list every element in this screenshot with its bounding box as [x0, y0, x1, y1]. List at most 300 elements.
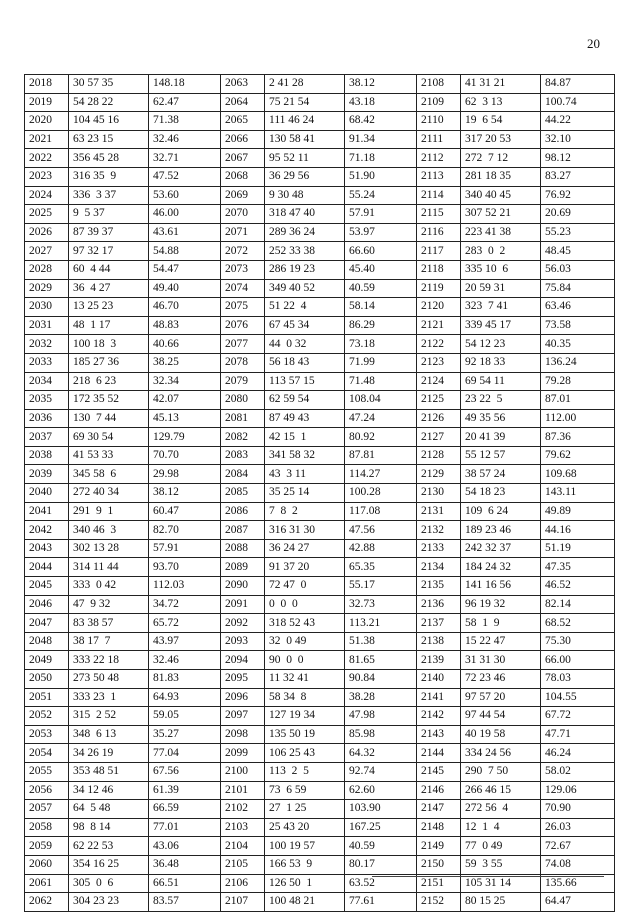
- distance-cell: 63.52: [345, 874, 417, 893]
- distance-cell: 63.46: [541, 298, 615, 317]
- distance-cell: 32.46: [149, 130, 221, 149]
- distance-cell: 112.03: [149, 577, 221, 596]
- distance-cell: 36.48: [149, 855, 221, 874]
- point-number-cell: 2054: [25, 744, 69, 763]
- table-row: [25, 316, 615, 335]
- direction-angle-cell: 92 18 33: [461, 353, 541, 372]
- distance-cell: 48.45: [541, 242, 615, 261]
- distance-cell: 71.48: [345, 372, 417, 391]
- distance-cell: 80.92: [345, 428, 417, 447]
- distance-cell: 87.81: [345, 446, 417, 465]
- point-number-cell: 2035: [25, 391, 69, 410]
- point-number-cell: 2027: [25, 242, 69, 261]
- direction-angle-cell: 56 18 43: [265, 353, 345, 372]
- direction-angle-cell: 49 35 56: [461, 409, 541, 428]
- distance-cell: 55.23: [541, 223, 615, 242]
- point-number-cell: 2125: [417, 391, 461, 410]
- table-row: [25, 837, 615, 856]
- point-number-cell: 2051: [25, 688, 69, 707]
- direction-angle-cell: 55 12 57: [461, 446, 541, 465]
- direction-angle-cell: 272 40 34: [69, 484, 149, 503]
- point-number-cell: 2094: [221, 651, 265, 670]
- distance-cell: 71.99: [345, 353, 417, 372]
- distance-cell: 43.97: [149, 632, 221, 651]
- distance-cell: 73.18: [345, 335, 417, 354]
- direction-angle-cell: 7 8 2: [265, 502, 345, 521]
- point-number-cell: 2020: [25, 112, 69, 131]
- distance-cell: 77.01: [149, 818, 221, 837]
- distance-cell: 79.28: [541, 372, 615, 391]
- direction-angle-cell: 166 53 9: [265, 855, 345, 874]
- direction-angle-cell: 90 0 0: [265, 651, 345, 670]
- direction-angle-cell: 35 25 14: [265, 484, 345, 503]
- distance-cell: 103.90: [345, 800, 417, 819]
- point-number-cell: 2122: [417, 335, 461, 354]
- point-number-cell: 2019: [25, 93, 69, 112]
- table-row: [25, 205, 615, 224]
- distance-cell: 47.71: [541, 725, 615, 744]
- point-number-cell: 2136: [417, 595, 461, 614]
- direction-angle-cell: 100 48 21: [265, 893, 345, 912]
- direction-angle-cell: 172 35 52: [69, 391, 149, 410]
- point-number-cell: 2129: [417, 465, 461, 484]
- distance-cell: 112.00: [541, 409, 615, 428]
- distance-cell: 60.47: [149, 502, 221, 521]
- table-row: [25, 707, 615, 726]
- distance-cell: 66.59: [149, 800, 221, 819]
- point-number-cell: 2049: [25, 651, 69, 670]
- point-number-cell: 2112: [417, 149, 461, 168]
- direction-angle-cell: 109 6 24: [461, 502, 541, 521]
- direction-angle-cell: 318 52 43: [265, 614, 345, 633]
- point-number-cell: 2126: [417, 409, 461, 428]
- direction-angle-cell: 75 21 54: [265, 93, 345, 112]
- direction-angle-cell: 2 41 28: [265, 75, 345, 94]
- table-row: [25, 149, 615, 168]
- distance-cell: 91.34: [345, 130, 417, 149]
- point-number-cell: 2133: [417, 539, 461, 558]
- point-number-cell: 2021: [25, 130, 69, 149]
- point-number-cell: 2030: [25, 298, 69, 317]
- table-row: [25, 335, 615, 354]
- point-number-cell: 2097: [221, 707, 265, 726]
- point-number-cell: 2089: [221, 558, 265, 577]
- distance-cell: 109.68: [541, 465, 615, 484]
- point-number-cell: 2148: [417, 818, 461, 837]
- table-row: [25, 75, 615, 94]
- point-number-cell: 2143: [417, 725, 461, 744]
- direction-angle-cell: 223 41 38: [461, 223, 541, 242]
- distance-cell: 108.04: [345, 391, 417, 410]
- table-row: [25, 762, 615, 781]
- point-number-cell: 2052: [25, 707, 69, 726]
- point-number-cell: 2044: [25, 558, 69, 577]
- direction-angle-cell: 62 59 54: [265, 391, 345, 410]
- table-row: [25, 353, 615, 372]
- distance-cell: 143.11: [541, 484, 615, 503]
- table-row: [25, 446, 615, 465]
- distance-cell: 20.69: [541, 205, 615, 224]
- distance-cell: 34.72: [149, 595, 221, 614]
- distance-cell: 92.74: [345, 762, 417, 781]
- point-number-cell: 2031: [25, 316, 69, 335]
- distance-cell: 40.66: [149, 335, 221, 354]
- distance-cell: 73.58: [541, 316, 615, 335]
- distance-cell: 40.59: [345, 837, 417, 856]
- point-number-cell: 2050: [25, 670, 69, 689]
- direction-angle-cell: 283 0 2: [461, 242, 541, 261]
- direction-angle-cell: 291 9 1: [69, 502, 149, 521]
- point-number-cell: 2100: [221, 762, 265, 781]
- distance-cell: 51.19: [541, 539, 615, 558]
- table-row: [25, 130, 615, 149]
- distance-cell: 56.03: [541, 260, 615, 279]
- direction-angle-cell: 30 57 35: [69, 75, 149, 94]
- table-body: [25, 75, 615, 912]
- direction-angle-cell: 111 46 24: [265, 112, 345, 131]
- direction-angle-cell: 305 0 6: [69, 874, 149, 893]
- point-number-cell: 2057: [25, 800, 69, 819]
- point-number-cell: 2102: [221, 800, 265, 819]
- point-number-cell: 2107: [221, 893, 265, 912]
- distance-cell: 74.08: [541, 855, 615, 874]
- point-number-cell: 2140: [417, 670, 461, 689]
- direction-angle-cell: 60 4 44: [69, 260, 149, 279]
- direction-angle-cell: 130 58 41: [265, 130, 345, 149]
- point-number-cell: 2127: [417, 428, 461, 447]
- table-row: [25, 93, 615, 112]
- distance-cell: 46.24: [541, 744, 615, 763]
- distance-cell: 75.84: [541, 279, 615, 298]
- direction-angle-cell: 54 28 22: [69, 93, 149, 112]
- distance-cell: 72.67: [541, 837, 615, 856]
- point-number-cell: 2074: [221, 279, 265, 298]
- point-number-cell: 2023: [25, 167, 69, 186]
- direction-angle-cell: 353 48 51: [69, 762, 149, 781]
- table-row: [25, 186, 615, 205]
- distance-cell: 38.25: [149, 353, 221, 372]
- direction-angle-cell: 20 41 39: [461, 428, 541, 447]
- point-number-cell: 2147: [417, 800, 461, 819]
- distance-cell: 87.01: [541, 391, 615, 410]
- distance-cell: 129.79: [149, 428, 221, 447]
- distance-cell: 67.72: [541, 707, 615, 726]
- direction-angle-cell: 95 52 11: [265, 149, 345, 168]
- direction-angle-cell: 72 47 0: [265, 577, 345, 596]
- point-number-cell: 2043: [25, 539, 69, 558]
- point-number-cell: 2120: [417, 298, 461, 317]
- point-number-cell: 2032: [25, 335, 69, 354]
- table-row: [25, 614, 615, 633]
- distance-cell: 135.66: [541, 874, 615, 893]
- point-number-cell: 2117: [417, 242, 461, 261]
- point-number-cell: 2130: [417, 484, 461, 503]
- point-number-cell: 2151: [417, 874, 461, 893]
- point-number-cell: 2116: [417, 223, 461, 242]
- distance-cell: 42.88: [345, 539, 417, 558]
- table-row: [25, 521, 615, 540]
- direction-angle-cell: 289 36 24: [265, 223, 345, 242]
- distance-cell: 49.89: [541, 502, 615, 521]
- distance-cell: 38.12: [149, 484, 221, 503]
- point-number-cell: 2110: [417, 112, 461, 131]
- table-row: [25, 818, 615, 837]
- point-number-cell: 2093: [221, 632, 265, 651]
- point-number-cell: 2065: [221, 112, 265, 131]
- distance-cell: 68.52: [541, 614, 615, 633]
- direction-angle-cell: 340 40 45: [461, 186, 541, 205]
- direction-angle-cell: 34 26 19: [69, 744, 149, 763]
- direction-angle-cell: 339 45 17: [461, 316, 541, 335]
- point-number-cell: 2114: [417, 186, 461, 205]
- direction-angle-cell: 334 24 56: [461, 744, 541, 763]
- direction-angle-cell: 335 10 6: [461, 260, 541, 279]
- point-number-cell: 2150: [417, 855, 461, 874]
- table-row: [25, 744, 615, 763]
- direction-angle-cell: 42 15 1: [265, 428, 345, 447]
- direction-angle-cell: 317 20 53: [461, 130, 541, 149]
- distance-cell: 81.65: [345, 651, 417, 670]
- distance-cell: 51.90: [345, 167, 417, 186]
- distance-cell: 43.61: [149, 223, 221, 242]
- distance-cell: 62.60: [345, 781, 417, 800]
- direction-angle-cell: 80 15 25: [461, 893, 541, 912]
- direction-angle-cell: 336 3 37: [69, 186, 149, 205]
- distance-cell: 44.16: [541, 521, 615, 540]
- point-number-cell: 2059: [25, 837, 69, 856]
- point-number-cell: 2123: [417, 353, 461, 372]
- distance-cell: 32.10: [541, 130, 615, 149]
- direction-angle-cell: 315 2 52: [69, 707, 149, 726]
- distance-cell: 46.52: [541, 577, 615, 596]
- direction-angle-cell: 97 32 17: [69, 242, 149, 261]
- direction-angle-cell: 58 34 8: [265, 688, 345, 707]
- distance-cell: 71.18: [345, 149, 417, 168]
- distance-cell: 61.39: [149, 781, 221, 800]
- distance-cell: 148.18: [149, 75, 221, 94]
- distance-cell: 59.05: [149, 707, 221, 726]
- direction-angle-cell: 100 18 3: [69, 335, 149, 354]
- direction-angle-cell: 290 7 50: [461, 762, 541, 781]
- point-number-cell: 2039: [25, 465, 69, 484]
- point-number-cell: 2146: [417, 781, 461, 800]
- distance-cell: 86.29: [345, 316, 417, 335]
- direction-angle-cell: 20 59 31: [461, 279, 541, 298]
- distance-cell: 80.17: [345, 855, 417, 874]
- distance-cell: 29.98: [149, 465, 221, 484]
- direction-angle-cell: 9 5 37: [69, 205, 149, 224]
- point-number-cell: 2070: [221, 205, 265, 224]
- direction-angle-cell: 41 31 21: [461, 75, 541, 94]
- direction-angle-cell: 252 33 38: [265, 242, 345, 261]
- table-row: [25, 112, 615, 131]
- table-row: [25, 260, 615, 279]
- direction-angle-cell: 218 6 23: [69, 372, 149, 391]
- table-row: [25, 725, 615, 744]
- distance-cell: 67.56: [149, 762, 221, 781]
- direction-angle-cell: 62 22 53: [69, 837, 149, 856]
- direction-angle-cell: 354 16 25: [69, 855, 149, 874]
- point-number-cell: 2067: [221, 149, 265, 168]
- point-number-cell: 2141: [417, 688, 461, 707]
- point-number-cell: 2072: [221, 242, 265, 261]
- point-number-cell: 2041: [25, 502, 69, 521]
- direction-angle-cell: 126 50 1: [265, 874, 345, 893]
- distance-cell: 38.12: [345, 75, 417, 94]
- distance-cell: 64.47: [541, 893, 615, 912]
- direction-angle-cell: 54 18 23: [461, 484, 541, 503]
- distance-cell: 49.40: [149, 279, 221, 298]
- table-row: [25, 577, 615, 596]
- point-number-cell: 2018: [25, 75, 69, 94]
- distance-cell: 45.13: [149, 409, 221, 428]
- point-number-cell: 2106: [221, 874, 265, 893]
- direction-angle-cell: 23 22 5: [461, 391, 541, 410]
- point-number-cell: 2084: [221, 465, 265, 484]
- direction-angle-cell: 40 19 58: [461, 725, 541, 744]
- direction-angle-cell: 318 47 40: [265, 205, 345, 224]
- point-number-cell: 2045: [25, 577, 69, 596]
- direction-angle-cell: 135 50 19: [265, 725, 345, 744]
- point-number-cell: 2028: [25, 260, 69, 279]
- direction-angle-cell: 97 57 20: [461, 688, 541, 707]
- point-number-cell: 2096: [221, 688, 265, 707]
- point-number-cell: 2080: [221, 391, 265, 410]
- distance-cell: 40.35: [541, 335, 615, 354]
- direction-angle-cell: 48 1 17: [69, 316, 149, 335]
- point-number-cell: 2144: [417, 744, 461, 763]
- distance-cell: 66.60: [345, 242, 417, 261]
- distance-cell: 46.00: [149, 205, 221, 224]
- point-number-cell: 2026: [25, 223, 69, 242]
- distance-cell: 83.27: [541, 167, 615, 186]
- table-row: [25, 167, 615, 186]
- table-row: [25, 484, 615, 503]
- point-number-cell: 2095: [221, 670, 265, 689]
- direction-angle-cell: 100 19 57: [265, 837, 345, 856]
- point-number-cell: 2103: [221, 818, 265, 837]
- distance-cell: 32.71: [149, 149, 221, 168]
- distance-cell: 71.38: [149, 112, 221, 131]
- point-number-cell: 2079: [221, 372, 265, 391]
- distance-cell: 70.70: [149, 446, 221, 465]
- direction-angle-cell: 184 24 32: [461, 558, 541, 577]
- distance-cell: 98.12: [541, 149, 615, 168]
- direction-angle-cell: 0 0 0: [265, 595, 345, 614]
- point-number-cell: 2152: [417, 893, 461, 912]
- distance-cell: 113.21: [345, 614, 417, 633]
- distance-cell: 70.90: [541, 800, 615, 819]
- footer-rule: [372, 876, 604, 877]
- point-number-cell: 2071: [221, 223, 265, 242]
- direction-angle-cell: 316 31 30: [265, 521, 345, 540]
- direction-angle-cell: 307 52 21: [461, 205, 541, 224]
- direction-angle-cell: 96 19 32: [461, 595, 541, 614]
- page-number: 20: [587, 36, 600, 51]
- point-number-cell: 2083: [221, 446, 265, 465]
- direction-angle-cell: 69 30 54: [69, 428, 149, 447]
- point-number-cell: 2029: [25, 279, 69, 298]
- point-number-cell: 2121: [417, 316, 461, 335]
- distance-cell: 26.03: [541, 818, 615, 837]
- point-number-cell: 2040: [25, 484, 69, 503]
- direction-angle-cell: 323 7 41: [461, 298, 541, 317]
- direction-angle-cell: 69 54 11: [461, 372, 541, 391]
- direction-angle-cell: 63 23 15: [69, 130, 149, 149]
- direction-angle-cell: 51 22 4: [265, 298, 345, 317]
- distance-cell: 53.60: [149, 186, 221, 205]
- point-number-cell: 2139: [417, 651, 461, 670]
- point-number-cell: 2053: [25, 725, 69, 744]
- distance-cell: 66.51: [149, 874, 221, 893]
- direction-angle-cell: 87 49 43: [265, 409, 345, 428]
- distance-cell: 35.27: [149, 725, 221, 744]
- direction-angle-cell: 333 0 42: [69, 577, 149, 596]
- point-number-cell: 2090: [221, 577, 265, 596]
- direction-angle-cell: 333 22 18: [69, 651, 149, 670]
- point-number-cell: 2104: [221, 837, 265, 856]
- distance-cell: 77.04: [149, 744, 221, 763]
- distance-cell: 79.62: [541, 446, 615, 465]
- direction-angle-cell: 38 17 7: [69, 632, 149, 651]
- point-number-cell: 2025: [25, 205, 69, 224]
- point-number-cell: 2034: [25, 372, 69, 391]
- distance-cell: 55.24: [345, 186, 417, 205]
- point-number-cell: 2086: [221, 502, 265, 521]
- point-number-cell: 2081: [221, 409, 265, 428]
- direction-angle-cell: 272 56 4: [461, 800, 541, 819]
- direction-angle-cell: 91 37 20: [265, 558, 345, 577]
- distance-cell: 100.74: [541, 93, 615, 112]
- direction-angle-cell: 19 6 54: [461, 112, 541, 131]
- point-number-cell: 2119: [417, 279, 461, 298]
- distance-cell: 104.55: [541, 688, 615, 707]
- point-number-cell: 2101: [221, 781, 265, 800]
- direction-angle-cell: 316 35 9: [69, 167, 149, 186]
- point-number-cell: 2078: [221, 353, 265, 372]
- distance-cell: 93.70: [149, 558, 221, 577]
- point-number-cell: 2099: [221, 744, 265, 763]
- distance-cell: 114.27: [345, 465, 417, 484]
- distance-cell: 129.06: [541, 781, 615, 800]
- distance-cell: 82.14: [541, 595, 615, 614]
- point-number-cell: 2091: [221, 595, 265, 614]
- point-number-cell: 2068: [221, 167, 265, 186]
- point-number-cell: 2058: [25, 818, 69, 837]
- distance-cell: 58.02: [541, 762, 615, 781]
- direction-angle-cell: 34 12 46: [69, 781, 149, 800]
- table-row: [25, 595, 615, 614]
- distance-cell: 85.98: [345, 725, 417, 744]
- table-row: [25, 893, 615, 912]
- distance-cell: 58.14: [345, 298, 417, 317]
- point-number-cell: 2111: [417, 130, 461, 149]
- direction-angle-cell: 87 39 37: [69, 223, 149, 242]
- direction-angle-cell: 36 29 56: [265, 167, 345, 186]
- point-number-cell: 2142: [417, 707, 461, 726]
- direction-angle-cell: 266 46 15: [461, 781, 541, 800]
- point-number-cell: 2075: [221, 298, 265, 317]
- point-number-cell: 2024: [25, 186, 69, 205]
- direction-angle-cell: 97 44 54: [461, 707, 541, 726]
- direction-angle-cell: 41 53 33: [69, 446, 149, 465]
- direction-angle-cell: 340 46 3: [69, 521, 149, 540]
- direction-angle-cell: 72 23 46: [461, 670, 541, 689]
- point-number-cell: 2048: [25, 632, 69, 651]
- distance-cell: 32.73: [345, 595, 417, 614]
- point-number-cell: 2055: [25, 762, 69, 781]
- direction-angle-cell: 73 6 59: [265, 781, 345, 800]
